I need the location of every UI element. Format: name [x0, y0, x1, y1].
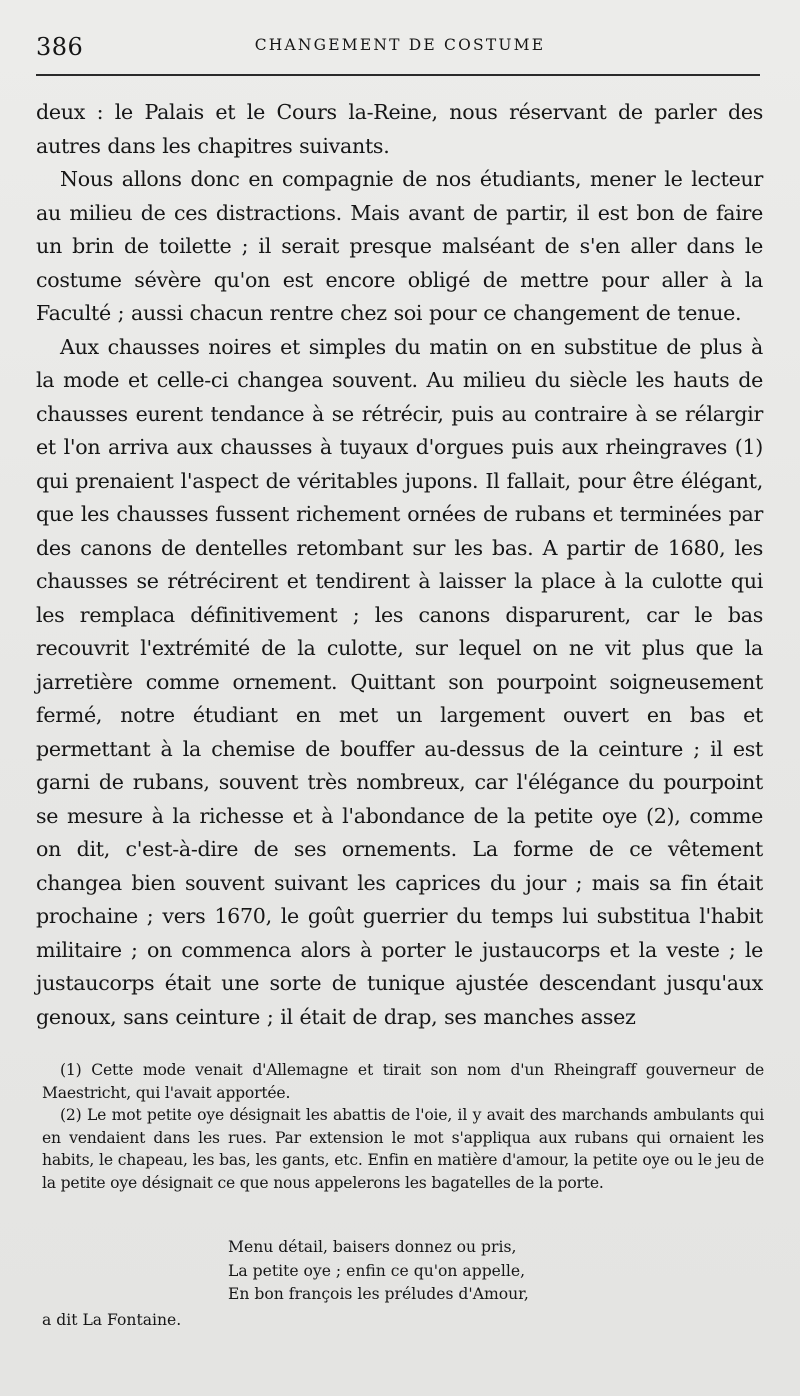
poem-line: Menu détail, baisers donnez ou pris, — [228, 1238, 517, 1256]
paragraph: deux : le Palais et le Cours la-Reine, nous réservant de parler des autres dans les chapitres suivants. — [36, 100, 763, 158]
poem-line: En bon françois les préludes d'Amour, — [228, 1285, 529, 1303]
footnote-2: (2) Le mot petite oye désignait les abattis de l'oie, il y avait des marchands ambulants qui en vendaient dans les rues. Par extension le mot s'appliqua aux rubans qui ornaient les habits, le chapeau, les bas, les gants, etc. Enfin en matière d'amour, la petite oye ou le jeu de la petite oye désignait ce que nous appelerons les bagatelles de la porte. — [42, 1106, 764, 1192]
body-text — [36, 96, 763, 1034]
footnote-1: (1) Cette mode venait d'Allemagne et tirait son nom d'un Rheingraff gouverneur de Maestricht, qui l'avait apportée. — [42, 1061, 764, 1102]
running-head: CHANGEMENT DE COSTUME — [254, 36, 546, 54]
page-number: 386 — [36, 33, 84, 61]
paragraph: Nous allons donc en compagnie de nos étudiants, mener le lecteur au milieu de ces distractions. Mais avant de partir, il est bon de faire un brin de toilette ; il serait presque malséant de s'en aller dans le costume sévère qu'on est encore obligé de mettre pour aller à la Faculté ; aussi chacun rentre chez soi pour ce changement de tenue. — [36, 167, 763, 325]
poem-quote — [228, 1236, 529, 1307]
page-header — [36, 30, 760, 64]
paragraph: Aux chausses noires et simples du matin on en substitue de plus à la mode et celle-ci changea souvent. Au milieu du siècle les hauts de chausses eurent tendance à se rétrécir, puis au contraire à se rélargir et l'on arriva aux chausses à tuyaux d'orgues puis aux rheingraves (1) qui prenaient l'aspect de véritables jupons. Il fallait, pour être élégant, que les chausses fussent richement ornées de rubans et terminées par des canons de dentelles retombant sur les bas. A partir de 1680, les chausses se rétrécirent et tendirent à laisser la place à la culotte qui les remplaca définitivement ; les canons disparurent, car le bas recouvrit l'extrémité de la culotte, sur lequel on ne vit plus que la jarretière comme ornement. Quittant son pourpoint soigneusement fermé, notre étudiant en met un largement ouvert en bas et permettant à la chemise de bouffer au-dessus de la ceinture ; il est garni de rubans, souvent très nombreux, car l'élégance du pourpoint se mesure à la richesse et à l'abondance de la petite oye (2), comme on dit, c'est-à-dire de ses ornements. La forme de ce vêtement changea bien souvent suivant les caprices du jour ; mais sa fin était prochaine ; vers 1670, le goût guerrier du temps lui substitua l'habit militaire ; on commenca alors à porter le justaucorps et la veste ; le justaucorps était une sorte de tunique ajustée descendant jusqu'aux genoux, sans ceinture ; il était de drap, ses manches assez — [36, 334, 763, 1029]
header-rule — [36, 74, 760, 76]
footnotes — [42, 1059, 764, 1195]
quote-attribution: a dit La Fontaine. — [42, 1311, 182, 1329]
poem-line: La petite oye ; enfin ce qu'on appelle, — [228, 1261, 526, 1280]
